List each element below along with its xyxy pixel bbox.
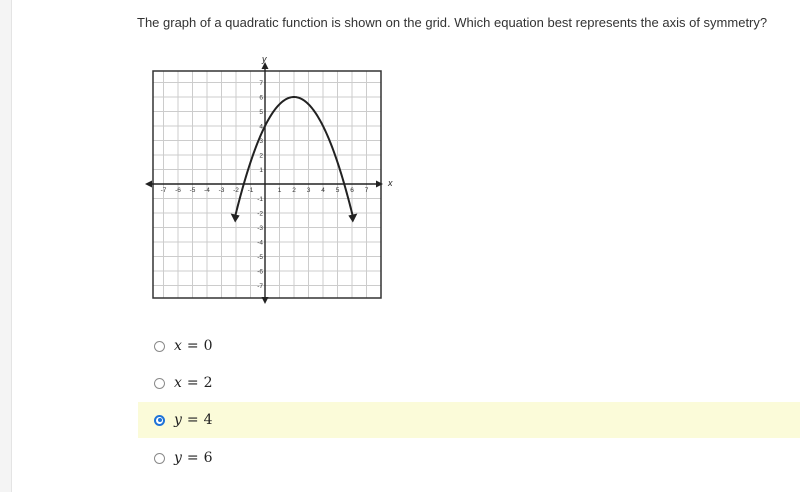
x-tick-label: -1	[247, 187, 254, 194]
question-text: The graph of a quadratic function is shown on the grid. Which equation best represents the axis of symmetry?	[137, 15, 768, 30]
y-tick-label: 4	[259, 123, 263, 131]
y-tick-label: 1	[259, 167, 263, 174]
y-tick-label: 2	[259, 152, 263, 160]
choice-label: y = 4	[174, 412, 213, 428]
y-tick-label: 6	[259, 94, 263, 102]
x-tick-label: 4	[321, 187, 325, 194]
choice-x-equals-2[interactable]	[138, 365, 800, 401]
x-tick-label: -3	[218, 187, 225, 194]
x-tick-label: -2	[233, 187, 239, 194]
y-tick-label: -5	[257, 254, 263, 261]
y-tick-label: 7	[259, 80, 263, 87]
graph-svg	[145, 52, 395, 304]
choice-y-equals-6[interactable]	[138, 440, 800, 476]
parabola-right-arrow	[348, 214, 357, 223]
x-axis-label: x	[388, 178, 393, 188]
x-tick-label: 3	[306, 187, 311, 194]
y-tick-label: -1	[257, 196, 263, 203]
x-tick-label: 6	[350, 187, 354, 194]
y-tick-label: -4	[257, 239, 263, 247]
x-tick-label: 7	[364, 187, 369, 194]
x-tick-label: -5	[189, 187, 196, 194]
radio-button-checked[interactable]	[154, 415, 165, 426]
radio-button[interactable]	[154, 453, 165, 464]
quadratic-graph	[145, 52, 395, 304]
choice-label: x = 2	[174, 375, 213, 391]
x-tick-label: -7	[160, 187, 167, 194]
choice-label: y = 6	[174, 450, 213, 466]
x-tick-label: -6	[175, 187, 181, 194]
choice-x-equals-0[interactable]	[138, 328, 800, 364]
x-axis-left-arrow	[145, 181, 152, 188]
y-tick-label: 3	[259, 138, 263, 145]
x-tick-label: 1	[277, 187, 282, 194]
y-tick-label: -3	[257, 225, 263, 232]
x-tick-label: 5	[335, 187, 340, 194]
x-axis-right-arrow	[376, 181, 383, 188]
choice-label: x = 0	[174, 338, 213, 354]
radio-button[interactable]	[154, 341, 165, 352]
y-tick-label: -6	[257, 268, 263, 276]
left-margin-strip	[0, 0, 12, 492]
y-axis-down-arrow	[262, 297, 269, 304]
x-tick-label: 2	[292, 187, 296, 194]
y-tick-label: 5	[259, 109, 263, 116]
parabola-left-arrow	[231, 214, 240, 223]
y-tick-label: -2	[257, 210, 263, 218]
choice-y-equals-4[interactable]	[138, 402, 800, 438]
x-tick-label: -4	[204, 187, 210, 194]
radio-button[interactable]	[154, 378, 165, 389]
y-axis-label: y	[262, 54, 267, 64]
y-tick-label: -7	[257, 283, 263, 290]
